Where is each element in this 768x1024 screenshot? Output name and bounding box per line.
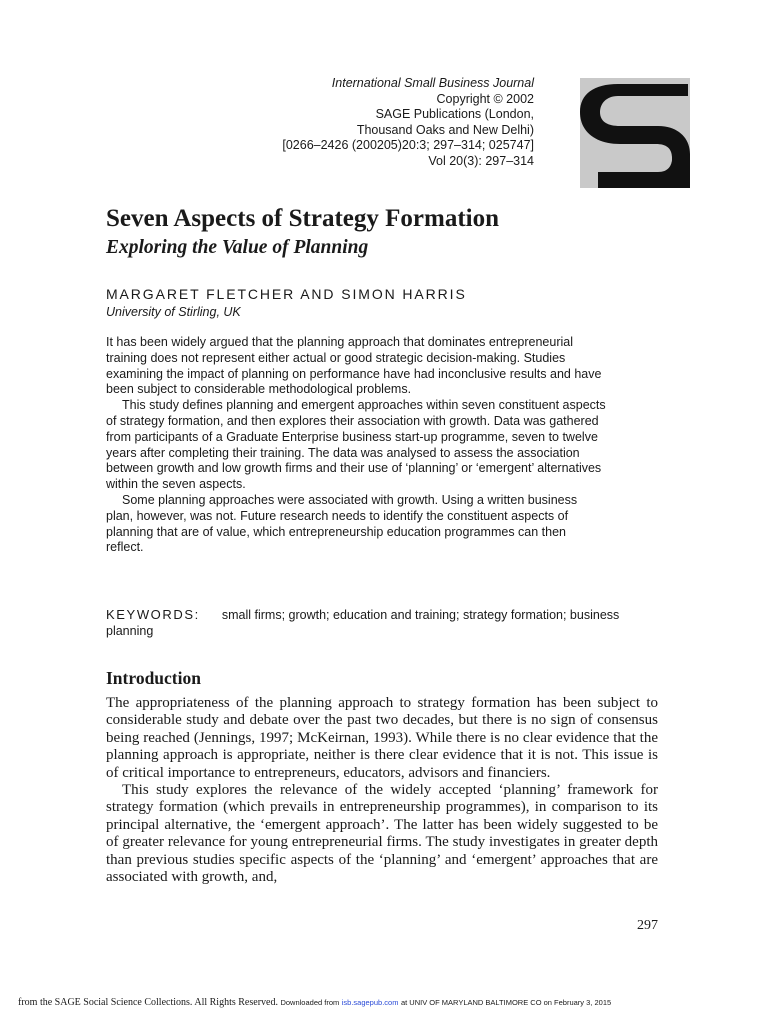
journal-identifier: [0266–2426 (200205)20:3; 297–314; 025747] [282,138,534,152]
keywords [106,607,646,639]
journal-logo [580,78,690,188]
volume-line: Vol 20(3): 297–314 [428,153,534,168]
footer-link[interactable]: isb.sagepub.com [341,998,399,1007]
article-title: Seven Aspects of Strategy Formation [106,205,499,232]
page-number: 297 [637,918,658,933]
body-paragraph: This study explores the relevance of the widely accepted ‘planning’ framework for strategy formation (which prevails in entrepreneurship programmes), in comparison to its principal alternative, the ‘emergent approach’. The latter has been widely suggested to be of greater relevance for young entrepreneurial firms. The study investigates in greater depth than previous studies specific aspects of the ‘planning’ and ‘emergent’ approaches that are associated with growth, and, [106,782,658,886]
keywords-list: small firms; growth; education and training; strategy formation; business planning [106,608,620,638]
publisher-line: SAGE Publications (London, [375,107,534,121]
abstract [106,335,606,556]
introduction-body [106,695,658,886]
journal-name: International Small Business Journal [331,76,534,90]
keywords-label: KEYWORDS: [106,607,200,622]
footer-downloaded-text: Downloaded from [280,998,340,1007]
article-subtitle: Exploring the Value of Planning [106,237,369,258]
affiliation: University of Stirling, UK [106,305,241,319]
footer-collection-text: from the SAGE Social Science Collections. All Rights Reserved. [18,997,278,1008]
journal-logo-mark [580,78,690,188]
body-paragraph: The appropriateness of the planning approach to strategy formation has been subject to considerable study and debate over the past two decades, but there is no sign of consensus being reached (Jennings, 1997; McKeirnan, 1993). While there is no clear evidence that the planning approach is appropriate, neither is there clear evidence that it is not. This issue is of critical importance to entrepreneurs, educators, advisors and financiers. [106,695,658,781]
download-footer [18,997,611,1008]
copyright-line: Copyright © 2002 [436,91,534,106]
abstract-paragraph: Some planning approaches were associated with growth. Using a written business plan, however, was not. Future research needs to identify the constituent aspects of planning that are of value, which entrepreneurship education programmes can then reflect. [106,492,578,555]
publisher-location-line: Thousand Oaks and New Delhi) [356,122,534,137]
section-heading: Introduction [106,668,201,688]
footer-access-text: at UNIV OF MARYLAND BALTIMORE CO on February 3, 2015 [400,998,612,1007]
authors: MARGARET FLETCHER AND SIMON HARRIS [106,286,467,302]
journal-info [282,76,534,169]
abstract-paragraph: It has been widely argued that the planning approach that dominates entrepreneurial training does not represent either actual or good strategic decision-making. Studies examining the impact of planning on performance have had inconclusive results and have been subject to considerable methodological problems. [106,335,602,397]
abstract-paragraph: This study defines planning and emergent approaches within seven constituent aspects of strategy formation, and then explores their association with growth. Data was gathered from participants of a Graduate Enterprise business start-up programme, seven to twelve years after completing their training. The data was analysed to assess the association between growth and low growth firms and their use of ‘planning’ or ‘emergent’ alternatives within the seven aspects. [106,398,606,492]
